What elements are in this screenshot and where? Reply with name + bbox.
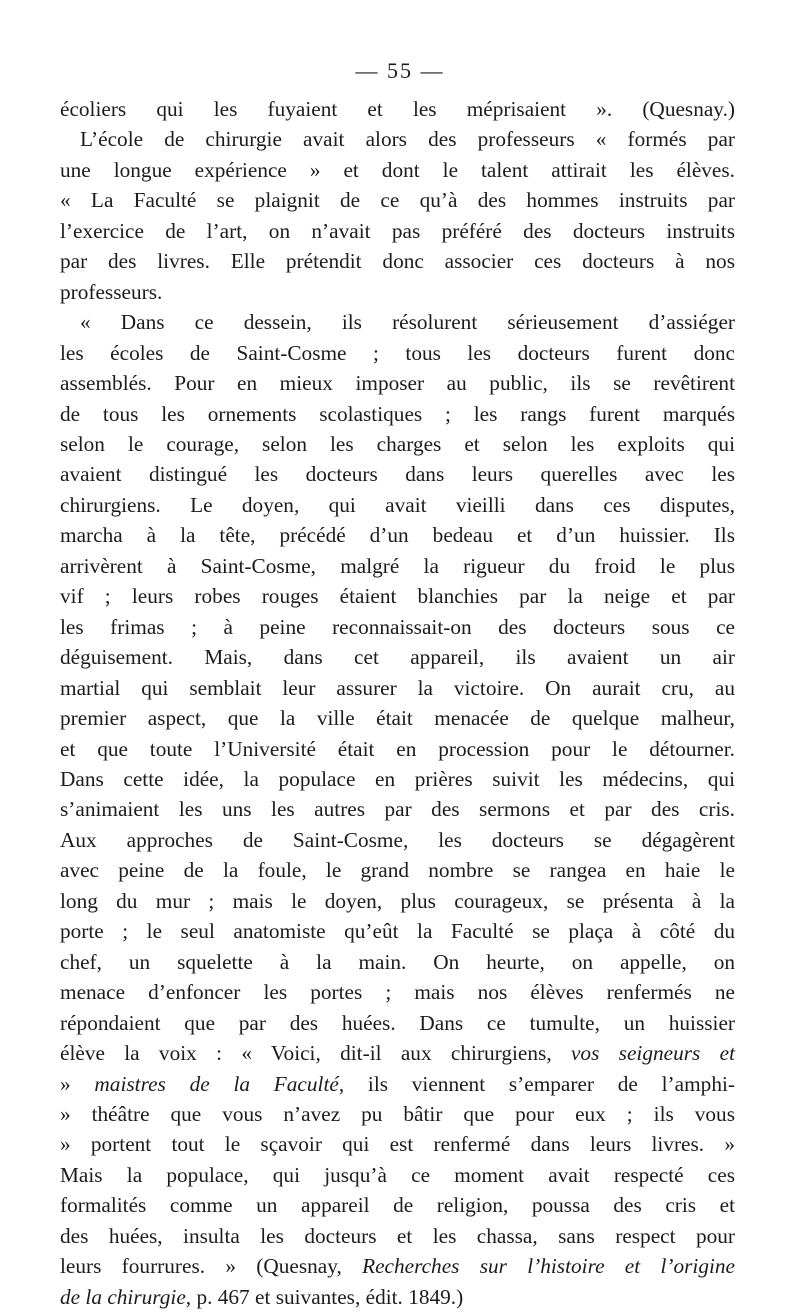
text-run: une longue expérience » et dont le talent attirait les élèves. <box>60 157 735 182</box>
text-run: » théâtre que vous n’avez pu bâtir que pour eux ; ils vous <box>60 1101 735 1126</box>
text-line <box>60 368 735 398</box>
text-line <box>60 977 735 1007</box>
text-run: Mais la populace, qui jusqu’à ce moment avait respecté ces <box>60 1162 735 1187</box>
text-line <box>60 185 735 215</box>
text-line <box>60 307 735 337</box>
text-line <box>60 490 735 520</box>
text-line <box>60 1129 735 1159</box>
text-run: , ils viennent s’emparer de l’amphi- <box>338 1071 735 1096</box>
text-line <box>60 947 735 977</box>
text-line <box>60 886 735 916</box>
text-run: « La Faculté se plaignit de ce qu’à des hommes instruits par <box>60 188 735 213</box>
text-run: « Dans ce dessein, ils résolurent sérieusement d’assiéger <box>80 310 735 335</box>
text-line <box>60 246 735 276</box>
text-run: long du mur ; mais le doyen, plus courageux, se présenta à la <box>60 888 735 913</box>
text-line <box>60 277 735 307</box>
text-line <box>60 459 735 489</box>
text-line <box>60 673 735 703</box>
text-run: l’exercice de l’art, on n’avait pas préféré des docteurs instruits <box>60 218 735 243</box>
text-run: s’animaient les uns les autres par des sermons et par des cris. <box>60 797 735 822</box>
text-line <box>60 916 735 946</box>
text-run: Aux approches de Saint-Cosme, les docteurs se dégagèrent <box>60 827 735 852</box>
text-run: chirurgiens. Le doyen, qui avait vieilli dans ces disputes, <box>60 492 735 517</box>
text-line <box>60 794 735 824</box>
text-run: élève la voix : « Voici, dit-il aux chirurgiens, <box>60 1041 571 1066</box>
text-run: chef, un squelette à la main. On heurte, on appelle, on <box>60 949 735 974</box>
text-run: de tous les ornements scolastiques ; les rangs furent marqués <box>60 401 735 426</box>
text-line <box>60 1099 735 1129</box>
text-line <box>60 94 735 124</box>
text-run: par des livres. Elle prétendit donc associer ces docteurs à nos <box>60 249 735 274</box>
text-run: porte ; le seul anatomiste qu’eût la Faculté se plaça à côté du <box>60 919 735 944</box>
text-run: premier aspect, que la ville était menacée de quelque malheur, <box>60 706 735 731</box>
text-run: , p. 467 et suivantes, édit. 1849.) <box>185 1284 464 1309</box>
text-run: Dans cette idée, la populace en prières suivit les médecins, qui <box>60 766 735 791</box>
text-line <box>60 1069 735 1099</box>
text-line <box>60 703 735 733</box>
text-line <box>60 1282 735 1312</box>
text-line <box>60 124 735 154</box>
text-run: avec peine de la foule, le grand nombre se rangea en haie le <box>60 858 735 883</box>
text-run: leurs fourrures. » (Quesnay, <box>60 1254 363 1279</box>
text-line <box>60 429 735 459</box>
text-run: les frimas ; à peine reconnaissait-on des docteurs sous ce <box>60 614 735 639</box>
text-line <box>60 155 735 185</box>
text-run: répondaient que par des huées. Dans ce tumulte, un huissier <box>60 1010 735 1035</box>
italic-text: Recherches sur l’histoire et l’origine <box>362 1254 735 1279</box>
text-line <box>60 399 735 429</box>
text-run: écoliers qui les fuyaient et les méprisaient ». (Quesnay.) <box>60 97 735 121</box>
text-line <box>60 216 735 246</box>
text-run: et que toute l’Université était en procession pour le détourner. <box>60 736 735 761</box>
text-line <box>60 1008 735 1038</box>
text-line <box>60 855 735 885</box>
text-line <box>60 551 735 581</box>
text-run: marcha à la tête, précédé d’un bedeau et d’un huissier. Ils <box>60 523 735 548</box>
text-run: » <box>60 1071 95 1096</box>
text-line <box>60 825 735 855</box>
text-line <box>60 1221 735 1251</box>
text-line <box>60 612 735 642</box>
body-text <box>60 94 735 1312</box>
text-run: vif ; leurs robes rouges étaient blanchies par la neige et par <box>60 584 735 609</box>
text-run: avaient distingué les docteurs dans leurs querelles avec les <box>60 462 735 487</box>
text-line <box>60 1190 735 1220</box>
text-line <box>60 338 735 368</box>
text-run: professeurs. <box>60 279 163 304</box>
text-line <box>60 1160 735 1190</box>
text-line <box>60 581 735 611</box>
text-line <box>60 520 735 550</box>
text-line <box>60 1038 735 1068</box>
text-run: L’école de chirurgie avait alors des professeurs « formés par <box>80 127 735 152</box>
text-run: les écoles de Saint-Cosme ; tous les docteurs furent donc <box>60 340 735 365</box>
text-run: arrivèrent à Saint-Cosme, malgré la rigueur du froid le plus <box>60 553 735 578</box>
text-run: formalités comme un appareil de religion, poussa des cris et <box>60 1193 735 1218</box>
text-line <box>60 764 735 794</box>
text-line <box>60 642 735 672</box>
text-run: des huées, insulta les docteurs et les chassa, sans respect pour <box>60 1223 735 1248</box>
text-run: menace d’enfoncer les portes ; mais nos élèves renfermés ne <box>60 980 735 1005</box>
text-run: déguisement. Mais, dans cet appareil, ils avaient un air <box>60 645 735 670</box>
text-run: » portent tout le sçavoir qui est renfermé dans leurs livres. » <box>60 1132 735 1157</box>
text-run: selon le courage, selon les charges et selon les exploits qui <box>60 431 735 456</box>
italic-text: vos seigneurs et <box>570 1041 735 1066</box>
page-number: — 55 — <box>355 58 445 83</box>
text-run: assemblés. Pour en mieux imposer au public, ils se revêtirent <box>60 371 735 396</box>
italic-text: maistres de la Faculté <box>94 1071 339 1096</box>
text-line <box>60 1251 735 1281</box>
text-line <box>60 734 735 764</box>
italic-text: de la chirurgie <box>60 1284 186 1309</box>
text-run: martial qui semblait leur assurer la victoire. On aurait cru, au <box>60 675 735 700</box>
